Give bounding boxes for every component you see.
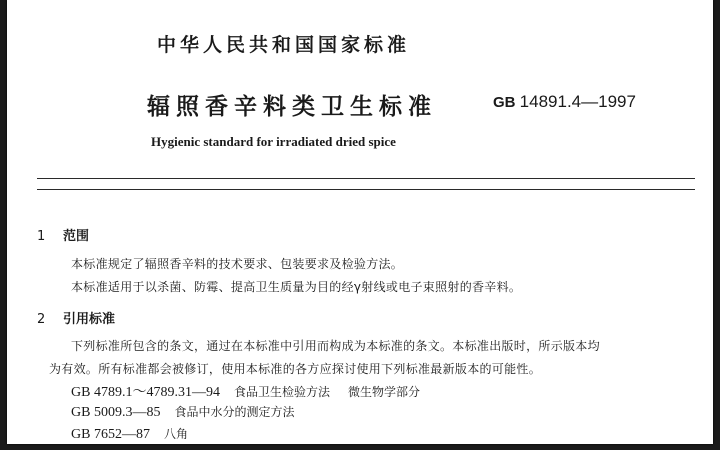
document-title: 辐照香辛料类卫生标准 [147, 94, 437, 120]
standard-code-number: 14891.4—1997 [519, 92, 636, 111]
reference-name: 食品中水分的测定方法 [174, 405, 295, 419]
section-2-paragraph: 为有效。所有标准都会被修订，使用本标准的各方应探讨使用下列标准最新版本的可能性。 [49, 362, 542, 376]
section-1-paragraph: 本标准规定了辐照香辛料的技术要求、包装要求及检验方法。 [71, 257, 404, 271]
section-1-heading [37, 225, 89, 244]
reference-code: GB 5009.3—85 [71, 405, 161, 420]
standard-code-prefix: GB [493, 94, 516, 111]
document-page [7, 0, 713, 444]
reference-item [71, 403, 294, 421]
section-number: 1 [37, 229, 46, 244]
section-title: 引用标准 [63, 312, 116, 327]
section-2-paragraph: 下列标准所包含的条文，通过在本标准中引用而构成为本标准的条文。本标准出版时，所示版本均 [71, 339, 600, 353]
section-number: 2 [37, 312, 46, 327]
reference-code: GB 4789.1～4789.31—94 [71, 385, 220, 400]
section-title: 范围 [63, 229, 90, 244]
english-title: Hygienic standard for irradiated dried spice [151, 134, 396, 149]
reference-item [71, 425, 188, 443]
reference-subtitle: 微生物学部分 [347, 385, 420, 399]
section-2-heading [37, 308, 115, 327]
reference-name: 食品卫生检验方法 [233, 385, 330, 399]
reference-name: 八角 [163, 427, 188, 441]
standard-code [493, 92, 636, 112]
reference-code: GB 7652—87 [71, 427, 150, 442]
header-divider-bottom [37, 189, 695, 190]
section-1-paragraph: 本标准适用于以杀菌、防霉、提高卫生质量为目的经γ射线或电子束照射的香辛料。 [71, 280, 522, 294]
reference-item [71, 381, 420, 401]
national-standard-title: 中华人民共和国国家标准 [157, 34, 411, 56]
header-divider-top [37, 178, 695, 179]
